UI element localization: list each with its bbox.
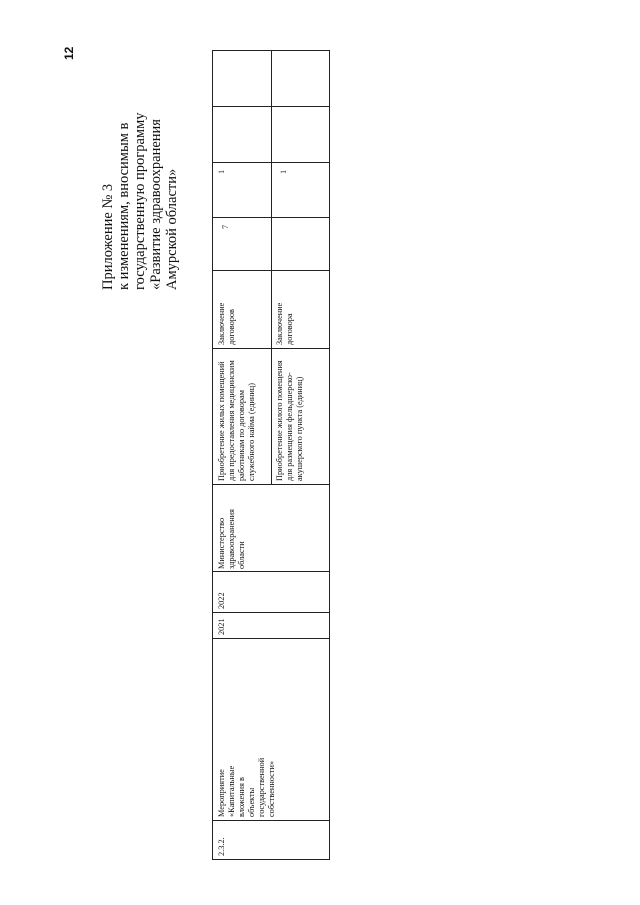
- column-border: [213, 571, 329, 572]
- indicator-result-cell: Заключение договоров: [217, 302, 236, 345]
- row-number-cell: 2.3.2.: [217, 837, 226, 856]
- appendix-line: Амурской области»: [164, 168, 180, 290]
- appendix-line: «Развитие здравоохранения: [148, 119, 164, 290]
- indicator-result-cell: Заключение договора: [275, 302, 294, 345]
- appendix-line: государственную программу: [132, 112, 148, 290]
- appendix-line: Приложение № 3: [100, 183, 116, 290]
- indicator-name-cell: Приобретение жилых помещений для предоставления медицинским работникам по договорам служебного найма (единиц): [217, 360, 256, 481]
- page-number: 12: [62, 46, 76, 60]
- year-end-cell: 2022: [217, 592, 226, 609]
- value-cell: 7: [221, 224, 230, 229]
- appendix-line: к изменениям, вносимым в: [116, 122, 132, 290]
- value-cell: 1: [217, 169, 226, 174]
- value-cell: 1: [279, 169, 288, 174]
- rotated-landscape-content: [62, 46, 327, 860]
- appendix-header: [100, 50, 180, 290]
- executor-cell: Министерство здравоохранения области: [217, 509, 246, 569]
- year-start-cell: 2021: [217, 618, 226, 635]
- indicator-name-cell: Приобретение жилого помещения для размещения фельдшерско-акушерского пункта (единиц): [275, 360, 304, 481]
- column-border: [213, 638, 329, 639]
- column-border: [213, 612, 329, 613]
- column-border: [213, 820, 329, 821]
- measure-name-cell: Мероприятие «Капитальные вложения в объекты государственной собственности»: [217, 757, 276, 817]
- row-border: [271, 51, 272, 485]
- program-table: [212, 50, 330, 860]
